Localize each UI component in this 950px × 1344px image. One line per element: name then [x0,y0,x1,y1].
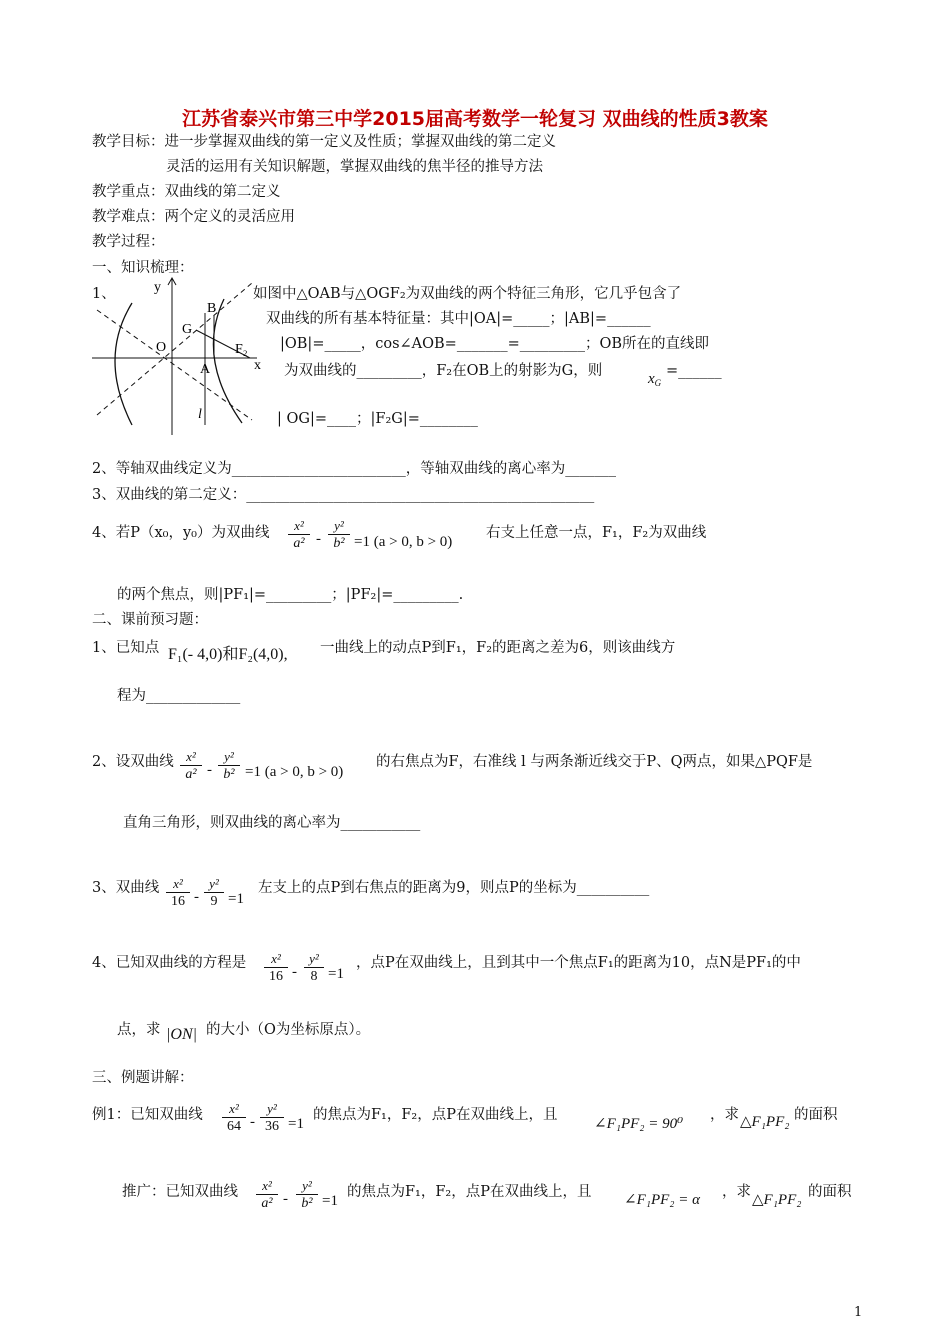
ex1-triangle: △F₁PF₂ [740,1114,790,1130]
ex1-angle: ∠F₁PF₂ = 90⁰ [594,1116,684,1132]
generalization-triangle: △F₁PF₂ [752,1192,802,1208]
ex1-text-b: 的焦点为F₁，F₂，点P在双曲线上，且 [313,1107,558,1123]
q4-on-abs: |ON| [166,1026,198,1043]
q4-text-c: 点，求 [117,1022,161,1038]
xg-symbol: $x_G$ [648,371,662,388]
q3-frac-x: $\frac{\text{x²}}{16}$ [166,876,190,911]
q3-minus: - [194,889,199,905]
q4-eq: =1 [328,966,344,982]
q2-condition: =1 (a > 0, b > 0) [245,764,344,780]
q1-text-c: 程为_____________ [117,688,241,704]
item3-second-definition: 3、双曲线的第二定义：________________________________________________ [92,487,595,503]
label-B: B [207,301,217,316]
teaching-difficulty: 教学难点：两个定义的灵活应用 [92,209,295,225]
q4-text-a: 4、已知双曲线的方程是 [92,955,247,971]
q2-frac-x: $\frac{\text{x²}}{\text{a²}}$ [180,749,202,784]
ex1-text-d: 的面积 [794,1107,838,1123]
section2-heading: 二、课前预习题： [92,612,208,628]
q3-frac-y: $\frac{\text{y²}}{9}$ [204,876,224,911]
q4-frac-y: $\frac{\text{y²}}{8}$ [304,951,324,986]
section1-heading: 一、知识梳理： [92,260,194,276]
hyperbola-figure [92,275,272,440]
generalization-text-b: 的焦点为F₁，F₂，点P在双曲线上，且 [347,1184,592,1200]
label-G: G [182,322,193,337]
q1-text-a: 1、已知点 [92,640,160,656]
ex1-eq: =1 [288,1116,304,1132]
label-l: l [198,407,202,422]
q4-text-d: 的大小（O为坐标原点）。 [206,1022,371,1038]
label-O: O [156,340,167,355]
q4-frac-x: $\frac{\text{x²}}{16}$ [264,951,288,986]
item2-equilateral-hyperbola: 2、等轴双曲线定义为________________________，等轴双曲线的离心率为_______ [92,461,616,477]
q2-text-c: 直角三角形，则双曲线的离心率为___________ [123,815,421,831]
ex1-text-c: ，求 [710,1107,739,1123]
q1-foci: F₁(- 4,0)和F₂(4,0), [168,646,288,663]
generalization-text-c: ，求 [722,1184,751,1200]
generalization-eq: =1 [322,1193,338,1209]
label-F2: F₂ [235,342,248,357]
q4-text-b: ，点P在双曲线上，且到其中一个焦点F₁的距离为10，点N是PF₁的中 [356,955,801,971]
item1-line4-tail: =______ [666,363,722,379]
item4-frac-y: $\frac{\text{y²}}{\text{b²}}$ [328,518,350,553]
generalization-frac-y: $\frac{\text{y²}}{\text{b²}}$ [296,1178,318,1213]
item1-line4: 为双曲线的_________，F₂在OB上的射影为G，则 [284,363,603,379]
item1-line3: |OB|=_____，cos∠AOB=_______=_________；OB所在的直线即 [280,336,710,352]
page-number: 1 [854,1305,863,1320]
ex1-minus: - [250,1114,255,1130]
label-y: y [154,280,161,295]
item4-text-b: 右支上任意一点，F₁，F₂为双曲线 [486,525,707,541]
generalization-text-d: 的面积 [808,1184,852,1200]
item4-text-c: 的两个焦点，则|PF₁|=_________；|PF₂|=_________. [117,587,464,603]
item1-number: 1、 [92,286,116,302]
item4-minus: - [316,531,321,547]
q4-minus: - [292,964,297,980]
item1-line1: 如图中△OAB与△OGF₂为双曲线的两个特征三角形，它几乎包含了 [253,286,682,302]
generalization-text-a: 推广：已知双曲线 [122,1184,238,1200]
item1-line2: 双曲线的所有基本特征量：其中|OA|=_____；|AB|=______ [266,311,651,327]
ex1-frac-x: $\frac{\text{x²}}{64}$ [222,1101,246,1136]
ex1-text-a: 例1：已知双曲线 [92,1107,203,1123]
q2-frac-y: $\frac{\text{y²}}{\text{b²}}$ [218,749,240,784]
hyperbola-left-branch [115,303,132,425]
q2-text-b: 的右焦点为F，右准线 l 与两条渐近线交于P、Q两点，如果△PQF是 [376,754,813,770]
q1-text-b: 一曲线上的动点P到F₁，F₂的距离之差为6，则该曲线方 [320,640,676,656]
q2-text-a: 2、设双曲线 [92,754,174,770]
q2-minus: - [207,762,212,778]
document-title: 江苏省泰兴市第三中学2015届高考数学一轮复习 双曲线的性质3教案 [182,108,768,130]
item4-condition: =1 (a > 0, b > 0) [354,534,453,550]
label-x: x [254,358,261,373]
generalization-minus: - [283,1191,288,1207]
ex1-frac-y: $\frac{\text{y²}}{36}$ [260,1101,284,1136]
q3-text-b: 左支上的点P到右焦点的距离为9，则点P的坐标为__________ [258,880,650,896]
q3-text-a: 3、双曲线 [92,880,160,896]
item4-text-a: 4、若P（x₀，y₀）为双曲线 [92,525,270,541]
hyperbola-right-branch [213,299,242,423]
teaching-focus: 教学重点：双曲线的第二定义 [92,184,281,200]
q3-eq: =1 [228,891,244,907]
generalization-angle: ∠F₁PF₂ = α [624,1192,700,1208]
item4-frac-x: $\frac{\text{x²}}{\text{a²}}$ [288,518,310,553]
label-A: A [200,362,211,377]
generalization-frac-x: $\frac{\text{x²}}{\text{a²}}$ [256,1178,278,1213]
teaching-process: 教学过程： [92,234,165,250]
item1-line5: | OG|=____；|F₂G|=________ [277,411,478,427]
teaching-goals-line2: 灵活的运用有关知识解题，掌握双曲线的焦半径的推导方法 [166,159,543,175]
section3-heading: 三、例题讲解： [92,1070,194,1086]
teaching-goals-line1: 教学目标：进一步掌握双曲线的第一定义及性质；掌握双曲线的第二定义 [92,134,556,150]
